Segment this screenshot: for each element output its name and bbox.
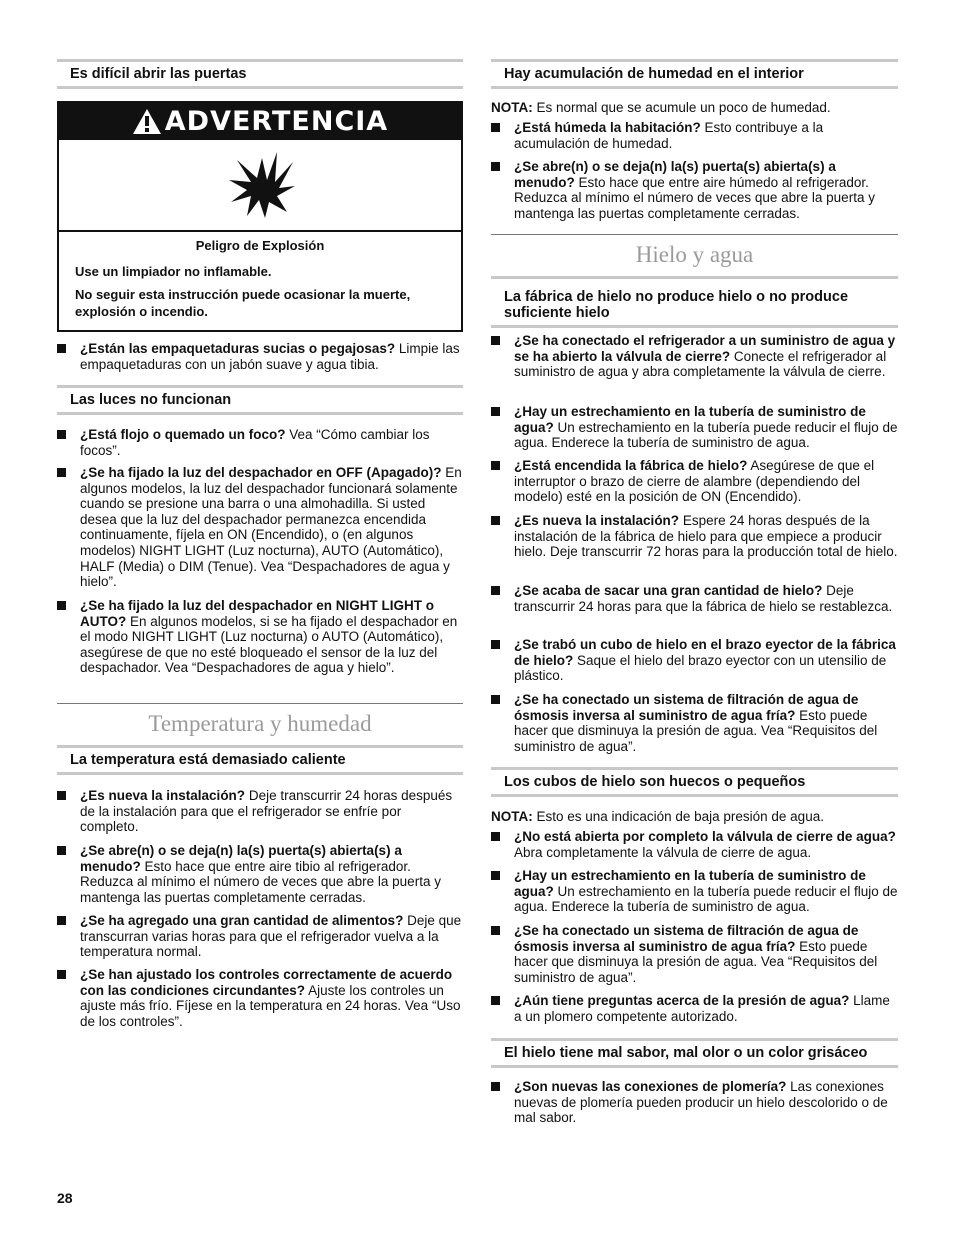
subheading-icemaker [491, 276, 898, 328]
list-item: ¿Se trabó un cubo de hielo en el brazo eyector de la fábrica de hielo? Saque el hielo del brazo eyector con un utensilio de plástico. [491, 637, 898, 684]
explosion-icon [227, 150, 297, 220]
section-title-ice: Hielo y agua [635, 242, 754, 267]
warning-line-1: Use un limpiador no inflamable. [75, 264, 272, 279]
bullet-icon [491, 996, 500, 1005]
warning-title: ADVERTENCIA [164, 106, 389, 137]
bullet-icon [491, 1082, 500, 1091]
list-item: ¿Se ha conectado un sistema de filtración de agua de ósmosis inversa al suministro de agua fría? Esto puede hacer que disminuya la presión de agua. Vea “Requisitos del suministro de agua”. [491, 923, 898, 985]
list-item: ¿Se acaba de sacar una gran cantidad de hielo? Deje transcurrir 24 horas para que la fábrica de hielo se restablezca. [491, 583, 898, 614]
subheading-taste-text: El hielo tiene mal sabor, mal olor o un color grisáceo [504, 1045, 868, 1061]
subheading-lights-text: Las luces no funcionan [70, 392, 232, 408]
list-item: ¿Es nueva la instalación? Deje transcurrir 24 horas después de la instalación para que el refrigerador se enfríe por completo. [57, 788, 463, 835]
bullet-icon [57, 601, 66, 610]
bullet-icon [491, 123, 500, 132]
bullet-icon [491, 926, 500, 935]
bullet-icon [491, 162, 500, 171]
bullet-icon [57, 468, 66, 477]
explosion-symbol-area [59, 140, 461, 232]
subheading-cubes-text: Los cubos de hielo son huecos o pequeños [504, 774, 806, 790]
subheading-temperature-text: La temperatura está demasiado caliente [70, 752, 346, 768]
bullet-icon [57, 970, 66, 979]
subheading-cubes [491, 767, 898, 797]
list-item: ¿Aún tiene preguntas acerca de la presión de agua? Llame a un plomero competente autorizado. [491, 993, 898, 1024]
warning-header [59, 103, 461, 140]
list-item: ¿Está húmeda la habitación? Esto contribuye a la acumulación de humedad. [491, 120, 898, 151]
list-item: ¿Se ha conectado el refrigerador a un suministro de agua y se ha abierto la válvula de cierre? Conecte el refrigerador al suministro de agua y abra completamente la válvula de cierre. [491, 333, 898, 380]
bullet-icon [491, 407, 500, 416]
list-item: ¿Se han ajustado los controles correctamente de acuerdo con las condiciones circundantes? Ajuste los controles un ajuste más frío. Fíjese en la temperatura en 24 horas. Vea “Uso de los controles”. [57, 967, 463, 1029]
list-item: ¿Hay un estrechamiento en la tubería de suministro de agua? Un estrechamiento en la tubería puede reducir el flujo de agua. Enderece la tubería de suministro de agua. [491, 404, 898, 451]
list-item: ¿Están las empaquetaduras sucias o pegajosas? Limpie las empaquetaduras con un jabón suave y agua tibia. [57, 341, 463, 372]
section-title-temperature: Temperatura y humedad [148, 711, 372, 736]
list-item: ¿Hay un estrechamiento en la tubería de suministro de agua? Un estrechamiento en la tubería puede reducir el flujo de agua. Enderece la tubería de suministro de agua. [491, 868, 898, 915]
bullet-icon [57, 430, 66, 439]
subheading-moisture [491, 59, 898, 89]
list-item: ¿Se abre(n) o se deja(n) la(s) puerta(s) abierta(s) a menudo? Esto hace que entre aire húmedo al refrigerador. Reduzca al mínimo el número de veces que abre la puerta y mantenga las puertas completamente cerradas. [491, 159, 898, 221]
list-item: ¿Es nueva la instalación? Espere 24 horas después de la instalación de la fábrica de hielo para que empiece a producir hielo. Deje transcurrir 72 horas para la producción total de hielo. [491, 513, 898, 560]
note: NOTA: Esto es una indicación de baja presión de agua. [491, 809, 824, 824]
list-item: ¿Está flojo o quemado un foco? Vea “Cómo cambiar los focos”. [57, 427, 463, 458]
bullet-icon [491, 871, 500, 880]
bullet-icon [491, 516, 500, 525]
subheading-icemaker-text: La fábrica de hielo no produce hielo o no produce suficiente hielo [504, 289, 849, 321]
warning-box [57, 101, 463, 332]
page-number: 28 [57, 1190, 73, 1206]
bullet-icon [491, 336, 500, 345]
warning-triangle-icon [132, 108, 162, 135]
warning-line-2: No seguir esta instrucción puede ocasionar la muerte, explosión o incendio. [75, 287, 411, 319]
subheading-temperature [57, 745, 463, 775]
warning-danger-label: Peligro de Explosión [195, 238, 325, 253]
list-item: ¿Son nuevas las conexiones de plomería? Las conexiones nuevas de plomería pueden producir un hielo descolorido o de mal sabor. [491, 1079, 898, 1126]
section-rule [491, 234, 898, 235]
subheading-doors-text: Es difícil abrir las puertas [70, 66, 247, 82]
bullet-icon [491, 832, 500, 841]
section-rule [57, 703, 463, 704]
list-item: ¿No está abierta por completo la válvula de cierre de agua? Abra completamente la válvula de cierre de agua. [491, 829, 898, 860]
bullet-icon [491, 461, 500, 470]
bullet-icon [57, 846, 66, 855]
subheading-doors [57, 59, 463, 89]
list-item: ¿Está encendida la fábrica de hielo? Asegúrese de que el interruptor o brazo de cierre de alambre (dependiendo del modelo) esté en la posición de ON (Encendido). [491, 458, 898, 505]
subheading-moisture-text: Hay acumulación de humedad en el interior [504, 66, 804, 82]
subheading-taste [491, 1038, 898, 1068]
bullet-icon [57, 344, 66, 353]
list-item: ¿Se ha conectado un sistema de filtración de agua de ósmosis inversa al suministro de agua fría? Esto puede hacer que disminuya la presión de agua. Vea “Requisitos del suministro de agua”. [491, 692, 898, 754]
list-item: ¿Se ha agregado una gran cantidad de alimentos? Deje que transcurran varias horas para que el refrigerador vuelva a la temperatura normal. [57, 913, 463, 960]
bullet-icon [491, 640, 500, 649]
bullet-icon [491, 586, 500, 595]
list-item: ¿Se ha fijado la luz del despachador en NIGHT LIGHT o AUTO? En algunos modelos, si se ha fijado el despachador en el modo NIGHT LIGHT (Luz nocturna) o AUTO (Automático), asegúrese de que no esté bloqueado el sensor de la luz del despachador. Vea “Despachadores de agua y hielo”. [57, 598, 463, 676]
note: NOTA: Es normal que se acumule un poco de humedad. [491, 100, 831, 115]
list-item: ¿Se ha fijado la luz del despachador en OFF (Apagado)? En algunos modelos, la luz del despachador funcionará solamente cuando se presione una barra o una almohadilla. Si usted desea que la luz del despachador permanezca encendida continuamente, fíjela en ON (Encendido), o (en algunos modelos) NIGHT LIGHT (Luz nocturna), AUTO (Automático), HALF (Media) o DIM (Tenue). Vea “Despachadores de agua y hielo”. [57, 465, 463, 590]
bullet-icon [57, 916, 66, 925]
subheading-lights [57, 385, 463, 415]
bullet-icon [57, 791, 66, 800]
bullet-icon [491, 695, 500, 704]
list-item: ¿Se abre(n) o se deja(n) la(s) puerta(s) abierta(s) a menudo? Esto hace que entre aire tibio al refrigerador. Reduzca al mínimo el número de veces que abre la puerta y mantenga las puertas completamente cerradas. [57, 843, 463, 905]
